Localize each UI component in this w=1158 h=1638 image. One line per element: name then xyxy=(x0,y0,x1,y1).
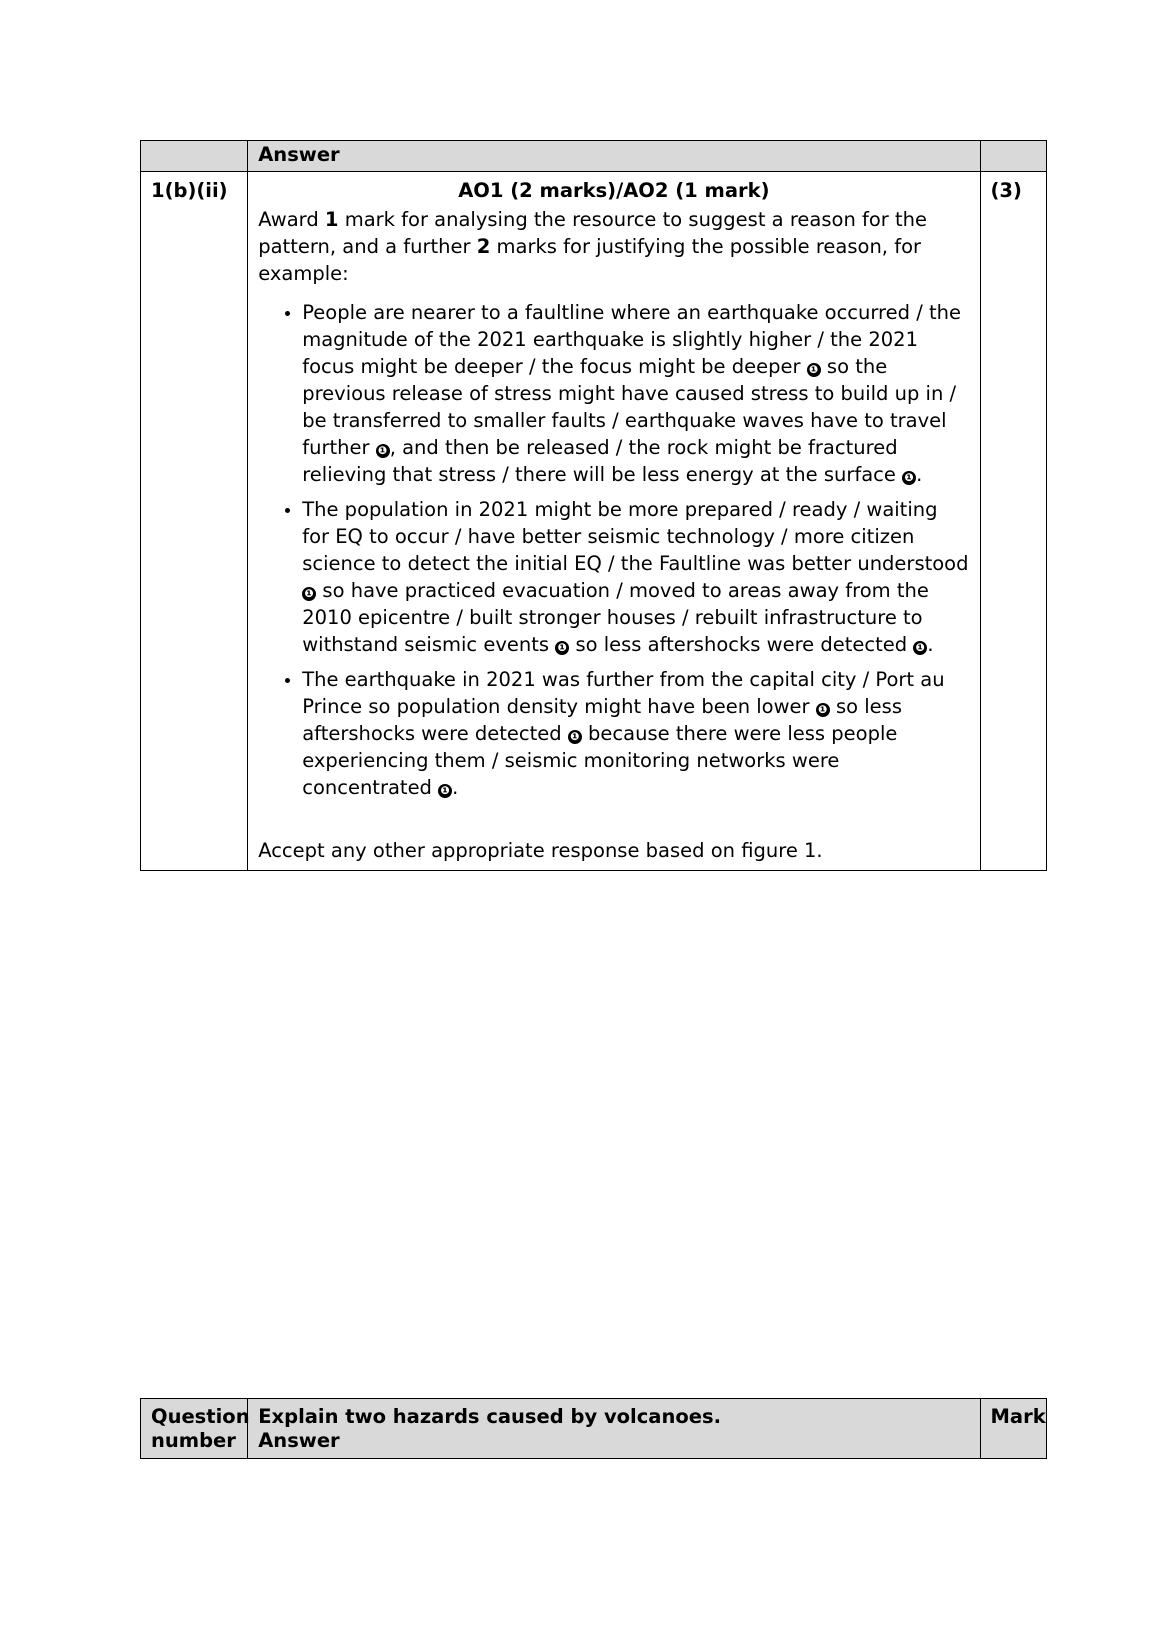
header-answer-cell: Answer xyxy=(248,141,980,172)
answer-cell xyxy=(248,172,980,871)
table-row xyxy=(141,172,1047,871)
intro-paragraph xyxy=(258,206,969,287)
answer-label: Answer xyxy=(258,1429,340,1452)
mark-point-icon: ❶ xyxy=(555,641,569,655)
mark-point-icon: ❶ xyxy=(902,471,916,485)
intro-text: marks for justifying the possible reason, for example: xyxy=(258,235,922,285)
mark-point-icon: ❶ xyxy=(913,641,927,655)
mark-point-icon: ❶ xyxy=(376,444,390,458)
mark-point-icon: ❶ xyxy=(302,587,316,601)
mark-point-icon: ❶ xyxy=(816,703,830,717)
answer-bullet-list xyxy=(258,299,969,801)
header-question-cell xyxy=(141,141,248,172)
list-item: • People are nearer to a faultline where an earthquake occurred / the magnitude of the 2021 earthquake is slightly higher / the 2021 focus might be deeper / the focus might be deeper ❶ so the previous release of stress might have caused stress to build up in / be transferred to smaller faults / earthquake waves have to travel further ❶ , and then be released / the rock might be fractured relieving that stress / there will be less energy at the surface ❶ . xyxy=(302,299,969,488)
mark-scheme-table-volcano xyxy=(140,1398,1047,1459)
mark-point-icon: ❶ xyxy=(568,730,582,744)
question-number-label: Question number xyxy=(141,1399,248,1459)
question-answer-cell xyxy=(248,1399,980,1459)
intro-bold-two: 2 xyxy=(476,235,491,258)
question-text: Explain two hazards caused by volcanoes. xyxy=(258,1405,721,1428)
intro-text: mark for analysing the resource to suggest a reason for the pattern, and a further xyxy=(258,208,928,258)
intro-text: Award xyxy=(258,208,325,231)
accept-note: Accept any other appropriate response based on figure 1. xyxy=(258,839,823,862)
mark-value: (3) xyxy=(980,172,1046,871)
header-mark-cell xyxy=(980,141,1046,172)
table-header-row xyxy=(141,141,1047,172)
mark-point-icon: ❶ xyxy=(807,363,821,377)
list-item: • The earthquake in 2021 was further from the capital city / Port au Prince so population density might have been lower ❶ so less aftershocks were detected ❶ because there were less people experiencing them / seismic monitoring networks were concentrated ❶ . xyxy=(302,666,969,801)
mark-point-icon: ❶ xyxy=(438,784,452,798)
ao-heading: AO1 (2 marks)/AO2 (1 mark) xyxy=(458,179,770,202)
list-item: • The population in 2021 might be more prepared / ready / waiting for EQ to occur / have better seismic technology / more citizen science to detect the initial EQ / the Faultline was better understood ❶ so have practiced evacuation / moved to areas away from the 2010 epicentre / built stronger houses / rebuilt infrastructure to withstand seismic events ❶ so less aftershocks were detected ❶ . xyxy=(302,496,969,658)
table-header-row xyxy=(141,1399,1047,1459)
intro-bold-one: 1 xyxy=(324,208,339,231)
mark-label: Mark xyxy=(980,1399,1046,1459)
question-id: 1(b)(ii) xyxy=(141,172,248,871)
mark-scheme-table-1b-ii xyxy=(140,140,1047,871)
